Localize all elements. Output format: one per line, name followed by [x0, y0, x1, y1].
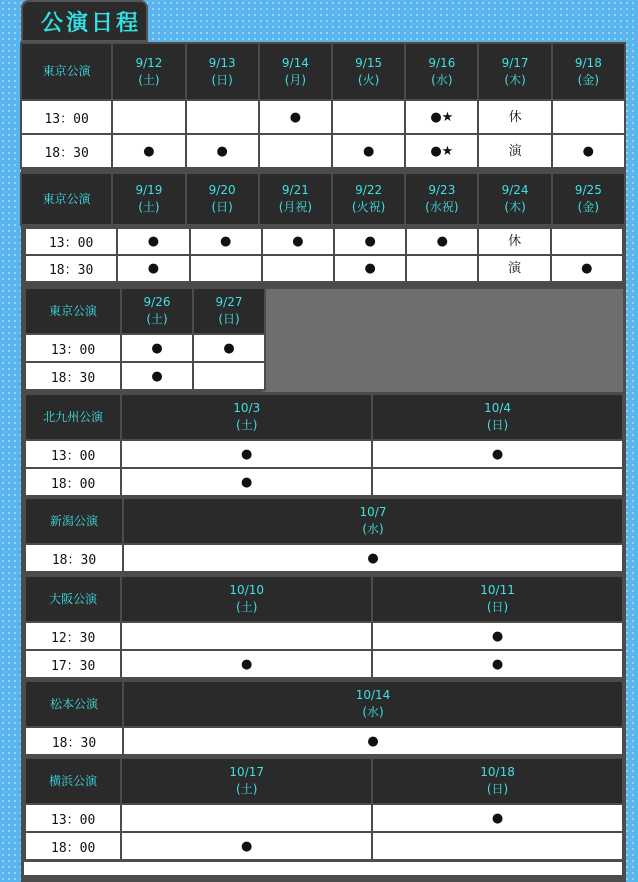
weekday-label: (金): [577, 200, 600, 214]
date-header: [187, 44, 258, 99]
date-label: 9/16: [428, 55, 456, 70]
venue-header: 新潟公演: [26, 499, 122, 543]
weekday-label: (日): [486, 418, 509, 432]
schedule-table-tokyo-week3: [24, 287, 266, 391]
date-label: 9/18: [574, 55, 602, 70]
venue-header: 東京公演: [22, 174, 111, 224]
time-cell: 18：30: [22, 135, 111, 167]
performance-cell: ●: [124, 545, 622, 571]
performance-cell: 休: [479, 101, 550, 133]
performance-cell: [260, 135, 331, 167]
venue-header: 大阪公演: [26, 577, 120, 621]
performance-cell: [187, 101, 258, 133]
date-header: [122, 759, 371, 803]
schedule-table-niigata: [24, 497, 624, 573]
table-row: [26, 363, 264, 389]
date-header: [194, 289, 264, 333]
performance-cell: [373, 469, 622, 495]
date-label: 9/17: [501, 55, 529, 70]
venue-header: 東京公演: [22, 44, 111, 99]
weekday-label: (日): [211, 200, 233, 214]
weekday-label: (月): [284, 72, 307, 87]
performance-cell: [552, 229, 622, 254]
performance-cell: [113, 101, 184, 133]
table-row: [22, 101, 624, 133]
date-label: 9/24: [501, 183, 529, 197]
table-row: [26, 441, 622, 467]
date-label: 9/22: [355, 183, 383, 197]
weekday-label: (水): [362, 705, 384, 719]
time-cell: 13：00: [26, 805, 120, 831]
venue-header: 東京公演: [26, 289, 120, 333]
date-header: [373, 577, 622, 621]
venue-header: 松本公演: [26, 682, 122, 726]
performance-cell: 休: [479, 229, 549, 254]
performance-cell: ●: [373, 623, 622, 649]
date-header: [187, 174, 258, 224]
date-header: [260, 44, 331, 99]
weekday-label: (土): [138, 72, 160, 87]
performance-cell: ●: [335, 229, 405, 254]
time-cell: 18：30: [26, 363, 120, 389]
performance-cell: [333, 101, 404, 133]
weekday-label: (木): [504, 72, 526, 87]
table-row: [26, 728, 622, 754]
table-row: [26, 833, 622, 859]
schedule-table-osaka: [24, 575, 624, 679]
weekday-label: (火): [357, 72, 380, 87]
date-header: [124, 682, 622, 726]
date-header: [406, 44, 477, 99]
performance-cell: ●: [373, 805, 622, 831]
weekday-label: (金): [577, 72, 600, 87]
schedule-table-yokohama: [24, 757, 624, 861]
performance-cell: ●: [407, 229, 477, 254]
performance-cell: ●: [263, 229, 333, 254]
table-row: [26, 256, 622, 281]
weekday-label: (日): [218, 312, 240, 326]
date-header: [553, 174, 624, 224]
performance-cell: ●★: [406, 101, 477, 133]
performance-cell: ●: [335, 256, 405, 281]
time-cell: 18：00: [26, 469, 120, 495]
weekday-label: (土): [146, 312, 168, 326]
weekday-label: (月祝): [278, 200, 313, 214]
schedule-table-matsumoto: [24, 680, 624, 756]
performance-cell: 演: [479, 135, 550, 167]
weekday-label: (土): [236, 782, 258, 796]
performance-cell: ●: [122, 833, 371, 859]
time-cell: 17：30: [26, 651, 120, 677]
date-label: 9/25: [574, 183, 602, 197]
date-label: 10/4: [484, 401, 512, 415]
time-cell: 13：00: [22, 101, 111, 133]
date-label: 9/20: [208, 183, 236, 197]
performance-cell: ●: [122, 335, 192, 361]
date-label: 9/21: [281, 183, 309, 197]
table-row: [26, 335, 264, 361]
table-row: [26, 651, 622, 677]
time-cell: 13：00: [26, 335, 120, 361]
performance-cell: ●: [260, 101, 331, 133]
page-title: 公演日程: [41, 11, 142, 36]
performance-cell: ●: [122, 363, 192, 389]
schedule-table-kitakyushu: [24, 393, 624, 497]
performance-cell: [194, 363, 264, 389]
footer-strip: [24, 862, 622, 875]
date-header: [333, 174, 404, 224]
date-label: 9/12: [135, 55, 163, 70]
performance-cell: ●: [122, 441, 371, 467]
performance-cell: [373, 833, 622, 859]
time-cell: 12：30: [26, 623, 120, 649]
performance-cell: ●: [373, 441, 622, 467]
time-cell: 13：00: [26, 441, 120, 467]
table-row: [26, 623, 622, 649]
weekday-label: (水祝): [425, 200, 459, 214]
date-header: [373, 395, 622, 439]
date-header: [553, 44, 624, 99]
date-label: 9/15: [355, 55, 383, 70]
schedule-table-tokyo-week2-body: [24, 227, 624, 283]
performance-cell: ●: [552, 256, 622, 281]
performance-cell: ●: [333, 135, 404, 167]
performance-cell: 演: [479, 256, 549, 281]
date-label: 9/14: [281, 55, 309, 70]
date-label: 9/26: [143, 295, 171, 309]
performance-cell: ●★: [406, 135, 477, 167]
schedule-table-tokyo-week2-header: [20, 172, 626, 226]
weekday-label: (木): [504, 200, 526, 214]
time-cell: 18：30: [26, 256, 116, 281]
performance-cell: [122, 805, 371, 831]
date-label: 9/23: [428, 183, 456, 197]
date-label: 9/19: [135, 183, 163, 197]
venue-header: 北九州公演: [26, 395, 120, 439]
time-cell: 13：00: [26, 229, 116, 254]
performance-cell: ●: [553, 135, 624, 167]
weekday-label: (火祝): [351, 200, 386, 214]
time-cell: 18：30: [26, 545, 122, 571]
date-header: [260, 174, 331, 224]
date-header: [113, 44, 184, 99]
table-row: [26, 469, 622, 495]
table-row: [26, 805, 622, 831]
weekday-label: (水): [431, 72, 453, 87]
date-label: 10/7: [359, 505, 387, 519]
weekday-label: (土): [236, 600, 258, 614]
table-row: [26, 545, 622, 571]
performance-cell: ●: [122, 469, 371, 495]
date-label: 10/11: [480, 583, 515, 597]
performance-cell: ●: [122, 651, 371, 677]
performance-cell: [122, 623, 371, 649]
date-header: [373, 759, 622, 803]
date-label: 9/27: [215, 295, 243, 309]
date-label: 10/14: [355, 688, 391, 702]
performance-cell: [191, 256, 261, 281]
performance-cell: ●: [124, 728, 622, 754]
time-cell: 18：00: [26, 833, 120, 859]
performance-cell: ●: [118, 229, 188, 254]
performance-cell: [407, 256, 477, 281]
date-header: [122, 395, 371, 439]
table-row: [22, 135, 624, 167]
schedule-table-tokyo-week1: [20, 42, 626, 169]
date-header: [122, 577, 371, 621]
performance-cell: ●: [373, 651, 622, 677]
venue-header: 横浜公演: [26, 759, 120, 803]
date-header: [124, 499, 622, 543]
date-label: 10/3: [233, 401, 261, 415]
weekday-label: (日): [486, 600, 509, 614]
date-header: [406, 174, 477, 224]
performance-cell: [263, 256, 333, 281]
weekday-label: (土): [236, 418, 258, 432]
performance-cell: ●: [118, 256, 188, 281]
date-label: 10/18: [480, 765, 515, 779]
time-cell: 18：30: [26, 728, 122, 754]
date-header: [122, 289, 192, 333]
weekday-label: (土): [138, 200, 160, 214]
date-header: [113, 174, 184, 224]
weekday-label: (水): [362, 522, 384, 536]
empty-gray-area: [263, 289, 623, 392]
performance-cell: [553, 101, 624, 133]
date-header: [479, 44, 550, 99]
date-header: [333, 44, 404, 99]
performance-cell: ●: [194, 335, 264, 361]
table-row: [26, 229, 622, 254]
performance-cell: ●: [187, 135, 258, 167]
date-label: 10/10: [229, 583, 265, 597]
performance-cell: ●: [113, 135, 184, 167]
date-label: 10/17: [229, 765, 265, 779]
weekday-label: (日): [211, 72, 233, 87]
performance-cell: ●: [191, 229, 261, 254]
weekday-label: (日): [486, 782, 509, 796]
schedule-title-tab: [21, 0, 148, 42]
date-header: [479, 174, 550, 224]
date-label: 9/13: [208, 55, 236, 70]
